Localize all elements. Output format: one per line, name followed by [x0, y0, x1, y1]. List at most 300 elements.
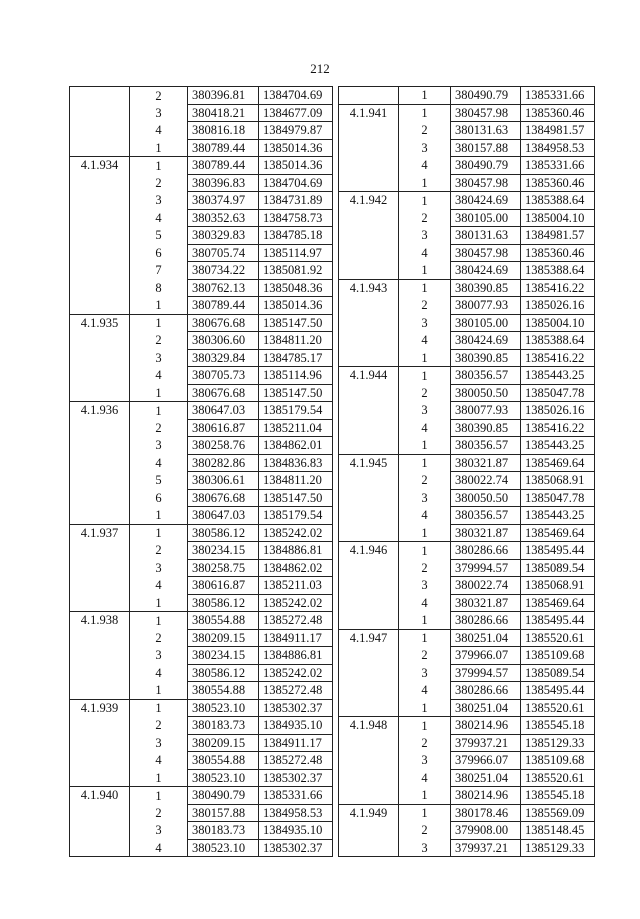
point-number-cell: 2 — [130, 174, 188, 192]
y-coordinate-cell: 1385242.02 — [259, 524, 333, 542]
table-row — [339, 734, 595, 752]
point-number-cell: 4 — [399, 769, 451, 787]
section-number-cell: 4.1.942 — [339, 192, 399, 210]
x-coordinate-cell: 380490.79 — [451, 157, 521, 175]
x-coordinate-cell: 380523.10 — [188, 839, 259, 857]
point-number-cell: 4 — [130, 367, 188, 385]
table-row — [339, 717, 595, 735]
x-coordinate-cell: 380523.10 — [188, 769, 259, 787]
point-number-cell: 4 — [399, 244, 451, 262]
x-coordinate-cell: 380647.03 — [188, 507, 259, 525]
point-number-cell: 1 — [399, 367, 451, 385]
table-row — [70, 752, 333, 770]
section-number-cell — [70, 209, 130, 227]
section-number-cell — [339, 664, 399, 682]
table-row — [70, 734, 333, 752]
section-number-cell: 4.1.948 — [339, 717, 399, 735]
section-number-cell — [339, 297, 399, 315]
table-body-left — [70, 87, 333, 857]
table-row — [339, 384, 595, 402]
point-number-cell: 2 — [399, 734, 451, 752]
point-number-cell: 4 — [130, 664, 188, 682]
point-number-cell: 3 — [130, 734, 188, 752]
section-number-cell: 4.1.938 — [70, 612, 130, 630]
table-row — [70, 577, 333, 595]
page-number: 212 — [310, 61, 330, 76]
section-number-cell — [339, 822, 399, 840]
y-coordinate-cell: 1384981.57 — [521, 227, 595, 245]
point-number-cell: 3 — [399, 402, 451, 420]
y-coordinate-cell: 1384911.17 — [259, 629, 333, 647]
section-number-cell — [70, 489, 130, 507]
y-coordinate-cell: 1385047.78 — [521, 384, 595, 402]
section-number-cell — [339, 839, 399, 857]
point-number-cell: 2 — [399, 384, 451, 402]
table-row — [70, 157, 333, 175]
section-number-cell — [70, 542, 130, 560]
x-coordinate-cell: 380352.63 — [188, 209, 259, 227]
x-coordinate-cell: 380554.88 — [188, 682, 259, 700]
point-number-cell: 1 — [130, 612, 188, 630]
section-number-cell: 4.1.949 — [339, 804, 399, 822]
point-number-cell: 4 — [130, 454, 188, 472]
section-number-cell: 4.1.944 — [339, 367, 399, 385]
y-coordinate-cell: 1385114.97 — [259, 244, 333, 262]
point-number-cell: 3 — [399, 752, 451, 770]
section-number-cell: 4.1.946 — [339, 542, 399, 560]
x-coordinate-cell: 380586.12 — [188, 594, 259, 612]
section-number-cell — [70, 437, 130, 455]
point-number-cell: 3 — [130, 349, 188, 367]
table-row — [339, 524, 595, 542]
y-coordinate-cell: 1385331.66 — [259, 787, 333, 805]
point-number-cell: 2 — [399, 472, 451, 490]
x-coordinate-cell: 380705.73 — [188, 367, 259, 385]
section-number-cell — [70, 384, 130, 402]
table-row — [339, 349, 595, 367]
point-number-cell: 3 — [399, 489, 451, 507]
coordinates-table-left — [69, 86, 333, 857]
x-coordinate-cell: 380157.88 — [188, 804, 259, 822]
x-coordinate-cell: 380676.68 — [188, 314, 259, 332]
section-number-cell — [70, 734, 130, 752]
y-coordinate-cell: 1384886.81 — [259, 647, 333, 665]
y-coordinate-cell: 1384862.02 — [259, 559, 333, 577]
table-row — [70, 209, 333, 227]
section-number-cell — [339, 437, 399, 455]
y-coordinate-cell: 1384862.01 — [259, 437, 333, 455]
point-number-cell: 3 — [130, 104, 188, 122]
point-number-cell: 1 — [399, 192, 451, 210]
section-number-cell — [70, 822, 130, 840]
table-row — [339, 612, 595, 630]
section-number-cell — [70, 174, 130, 192]
x-coordinate-cell: 380286.66 — [451, 542, 521, 560]
table-row — [70, 437, 333, 455]
y-coordinate-cell: 1385081.92 — [259, 262, 333, 280]
table-row — [70, 717, 333, 735]
point-number-cell: 2 — [399, 297, 451, 315]
x-coordinate-cell: 380676.68 — [188, 384, 259, 402]
table-body-right — [339, 87, 595, 857]
x-coordinate-cell: 380586.12 — [188, 664, 259, 682]
point-number-cell: 1 — [399, 174, 451, 192]
point-number-cell: 2 — [130, 542, 188, 560]
x-coordinate-cell: 380131.63 — [451, 227, 521, 245]
point-number-cell: 1 — [130, 297, 188, 315]
point-number-cell: 1 — [399, 104, 451, 122]
section-number-cell — [339, 157, 399, 175]
y-coordinate-cell: 1385129.33 — [521, 734, 595, 752]
table-row — [339, 367, 595, 385]
point-number-cell: 4 — [130, 577, 188, 595]
y-coordinate-cell: 1385569.09 — [521, 804, 595, 822]
coordinates-table-right — [338, 86, 595, 857]
table-row — [339, 664, 595, 682]
section-number-cell: 4.1.941 — [339, 104, 399, 122]
section-number-cell — [70, 244, 130, 262]
x-coordinate-cell: 380424.69 — [451, 332, 521, 350]
point-number-cell: 4 — [399, 594, 451, 612]
table-row — [339, 839, 595, 857]
y-coordinate-cell: 1385272.48 — [259, 682, 333, 700]
point-number-cell: 1 — [130, 524, 188, 542]
table-row — [70, 174, 333, 192]
table-row — [70, 559, 333, 577]
y-coordinate-cell: 1385360.46 — [521, 244, 595, 262]
y-coordinate-cell: 1385388.64 — [521, 192, 595, 210]
table-row — [70, 507, 333, 525]
table-row — [70, 664, 333, 682]
point-number-cell: 1 — [130, 314, 188, 332]
y-coordinate-cell: 1385211.03 — [259, 577, 333, 595]
section-number-cell: 4.1.939 — [70, 699, 130, 717]
table-row — [339, 752, 595, 770]
section-number-cell — [339, 577, 399, 595]
section-number-cell — [70, 629, 130, 647]
y-coordinate-cell: 1384958.53 — [259, 804, 333, 822]
table-row — [70, 839, 333, 857]
point-number-cell: 1 — [130, 402, 188, 420]
x-coordinate-cell: 380022.74 — [451, 577, 521, 595]
section-number-cell — [70, 507, 130, 525]
y-coordinate-cell: 1385014.36 — [259, 157, 333, 175]
x-coordinate-cell: 379994.57 — [451, 559, 521, 577]
y-coordinate-cell: 1385545.18 — [521, 787, 595, 805]
section-number-cell — [339, 682, 399, 700]
point-number-cell: 1 — [399, 349, 451, 367]
table-row — [339, 262, 595, 280]
table-row — [70, 489, 333, 507]
section-number-cell: 4.1.947 — [339, 629, 399, 647]
x-coordinate-cell: 380251.04 — [451, 699, 521, 717]
y-coordinate-cell: 1385004.10 — [521, 314, 595, 332]
point-number-cell: 1 — [399, 612, 451, 630]
point-number-cell: 1 — [130, 384, 188, 402]
point-number-cell: 1 — [130, 699, 188, 717]
x-coordinate-cell: 380251.04 — [451, 629, 521, 647]
y-coordinate-cell: 1385302.37 — [259, 839, 333, 857]
table-row — [70, 104, 333, 122]
y-coordinate-cell: 1385469.64 — [521, 524, 595, 542]
y-coordinate-cell: 1385148.45 — [521, 822, 595, 840]
point-number-cell: 4 — [130, 122, 188, 140]
point-number-cell: 2 — [130, 804, 188, 822]
x-coordinate-cell: 380789.44 — [188, 139, 259, 157]
point-number-cell: 1 — [130, 157, 188, 175]
x-coordinate-cell: 380734.22 — [188, 262, 259, 280]
table-row — [70, 139, 333, 157]
point-number-cell: 3 — [399, 577, 451, 595]
section-number-cell — [339, 174, 399, 192]
table-row — [339, 769, 595, 787]
section-number-cell — [70, 839, 130, 857]
x-coordinate-cell: 379994.57 — [451, 664, 521, 682]
y-coordinate-cell: 1385302.37 — [259, 699, 333, 717]
y-coordinate-cell: 1385109.68 — [521, 647, 595, 665]
section-number-cell — [70, 804, 130, 822]
x-coordinate-cell: 380131.63 — [451, 122, 521, 140]
y-coordinate-cell: 1385388.64 — [521, 332, 595, 350]
y-coordinate-cell: 1384704.69 — [259, 174, 333, 192]
section-number-cell — [70, 297, 130, 315]
section-number-cell — [339, 262, 399, 280]
section-number-cell — [70, 262, 130, 280]
x-coordinate-cell: 380251.04 — [451, 769, 521, 787]
x-coordinate-cell: 380490.79 — [188, 787, 259, 805]
table-row — [339, 682, 595, 700]
point-number-cell: 4 — [130, 839, 188, 857]
point-number-cell: 1 — [399, 717, 451, 735]
y-coordinate-cell: 1385179.54 — [259, 507, 333, 525]
section-number-cell — [70, 122, 130, 140]
point-number-cell: 1 — [130, 787, 188, 805]
table-row — [339, 699, 595, 717]
point-number-cell: 1 — [399, 542, 451, 560]
y-coordinate-cell: 1384731.89 — [259, 192, 333, 210]
point-number-cell: 3 — [399, 314, 451, 332]
section-number-cell — [70, 594, 130, 612]
table-row — [70, 262, 333, 280]
x-coordinate-cell: 380209.15 — [188, 629, 259, 647]
point-number-cell: 2 — [130, 717, 188, 735]
x-coordinate-cell: 380321.87 — [451, 454, 521, 472]
section-number-cell — [339, 647, 399, 665]
x-coordinate-cell: 380258.76 — [188, 437, 259, 455]
table-row — [70, 332, 333, 350]
table-row — [70, 122, 333, 140]
x-coordinate-cell: 380554.88 — [188, 612, 259, 630]
section-number-cell — [70, 682, 130, 700]
y-coordinate-cell: 1385495.44 — [521, 682, 595, 700]
y-coordinate-cell: 1385129.33 — [521, 839, 595, 857]
x-coordinate-cell: 380178.46 — [451, 804, 521, 822]
y-coordinate-cell: 1385089.54 — [521, 664, 595, 682]
x-coordinate-cell: 380762.13 — [188, 279, 259, 297]
y-coordinate-cell: 1385443.25 — [521, 437, 595, 455]
point-number-cell: 6 — [130, 244, 188, 262]
x-coordinate-cell: 380424.69 — [451, 262, 521, 280]
x-coordinate-cell: 380457.98 — [451, 174, 521, 192]
section-number-cell — [70, 419, 130, 437]
point-number-cell: 3 — [130, 559, 188, 577]
table-row — [70, 367, 333, 385]
table-row — [339, 472, 595, 490]
section-number-cell — [339, 244, 399, 262]
x-coordinate-cell: 379908.00 — [451, 822, 521, 840]
section-number-cell — [339, 139, 399, 157]
point-number-cell: 1 — [399, 699, 451, 717]
section-number-cell — [339, 559, 399, 577]
x-coordinate-cell: 380321.87 — [451, 524, 521, 542]
point-number-cell: 1 — [130, 594, 188, 612]
section-number-cell — [339, 489, 399, 507]
point-number-cell: 1 — [399, 804, 451, 822]
table-row — [339, 454, 595, 472]
table-row — [339, 174, 595, 192]
point-number-cell: 1 — [399, 787, 451, 805]
y-coordinate-cell: 1384785.17 — [259, 349, 333, 367]
table-row — [70, 612, 333, 630]
x-coordinate-cell: 380105.00 — [451, 209, 521, 227]
y-coordinate-cell: 1384981.57 — [521, 122, 595, 140]
table-row — [70, 524, 333, 542]
x-coordinate-cell: 380157.88 — [451, 139, 521, 157]
point-number-cell: 3 — [399, 139, 451, 157]
y-coordinate-cell: 1385068.91 — [521, 577, 595, 595]
section-number-cell — [339, 402, 399, 420]
table-row — [339, 419, 595, 437]
y-coordinate-cell: 1385360.46 — [521, 174, 595, 192]
y-coordinate-cell: 1385520.61 — [521, 699, 595, 717]
section-number-cell — [70, 349, 130, 367]
point-number-cell: 1 — [130, 507, 188, 525]
x-coordinate-cell: 380214.96 — [451, 717, 521, 735]
y-coordinate-cell: 1384958.53 — [521, 139, 595, 157]
table-row — [70, 384, 333, 402]
section-number-cell — [339, 122, 399, 140]
point-number-cell: 1 — [399, 87, 451, 105]
x-coordinate-cell: 380374.97 — [188, 192, 259, 210]
section-number-cell — [339, 209, 399, 227]
table-row — [339, 629, 595, 647]
point-number-cell: 2 — [399, 122, 451, 140]
y-coordinate-cell: 1385272.48 — [259, 612, 333, 630]
table-row — [339, 297, 595, 315]
x-coordinate-cell: 380258.75 — [188, 559, 259, 577]
y-coordinate-cell: 1385048.36 — [259, 279, 333, 297]
table-row — [339, 577, 595, 595]
table-row — [70, 227, 333, 245]
section-number-cell — [339, 332, 399, 350]
y-coordinate-cell: 1385495.44 — [521, 542, 595, 560]
y-coordinate-cell: 1385443.25 — [521, 507, 595, 525]
point-number-cell: 3 — [130, 192, 188, 210]
table-row — [339, 437, 595, 455]
point-number-cell: 4 — [399, 682, 451, 700]
section-number-cell — [70, 104, 130, 122]
y-coordinate-cell: 1385545.18 — [521, 717, 595, 735]
section-number-cell — [339, 699, 399, 717]
y-coordinate-cell: 1385147.50 — [259, 384, 333, 402]
y-coordinate-cell: 1385360.46 — [521, 104, 595, 122]
section-number-cell — [339, 419, 399, 437]
point-number-cell: 1 — [399, 262, 451, 280]
table-row — [70, 279, 333, 297]
section-number-cell — [339, 384, 399, 402]
section-number-cell — [70, 559, 130, 577]
point-number-cell: 1 — [399, 279, 451, 297]
section-number-cell — [70, 752, 130, 770]
section-number-cell — [70, 577, 130, 595]
y-coordinate-cell: 1385242.02 — [259, 664, 333, 682]
point-number-cell: 1 — [399, 437, 451, 455]
y-coordinate-cell: 1385109.68 — [521, 752, 595, 770]
table-row — [70, 419, 333, 437]
x-coordinate-cell: 380586.12 — [188, 524, 259, 542]
y-coordinate-cell: 1385331.66 — [521, 87, 595, 105]
y-coordinate-cell: 1385302.37 — [259, 769, 333, 787]
point-number-cell: 1 — [130, 682, 188, 700]
x-coordinate-cell: 380282.86 — [188, 454, 259, 472]
y-coordinate-cell: 1385014.36 — [259, 297, 333, 315]
x-coordinate-cell: 380396.83 — [188, 174, 259, 192]
point-number-cell: 2 — [130, 87, 188, 105]
y-coordinate-cell: 1384935.10 — [259, 717, 333, 735]
section-number-cell: 4.1.937 — [70, 524, 130, 542]
section-number-cell: 4.1.936 — [70, 402, 130, 420]
y-coordinate-cell: 1384704.69 — [259, 87, 333, 105]
y-coordinate-cell: 1384758.73 — [259, 209, 333, 227]
y-coordinate-cell: 1385026.16 — [521, 402, 595, 420]
y-coordinate-cell: 1384811.20 — [259, 472, 333, 490]
x-coordinate-cell: 380306.60 — [188, 332, 259, 350]
y-coordinate-cell: 1385211.04 — [259, 419, 333, 437]
x-coordinate-cell: 379937.21 — [451, 734, 521, 752]
table-row — [339, 332, 595, 350]
point-number-cell: 3 — [399, 664, 451, 682]
table-row — [339, 279, 595, 297]
point-number-cell: 3 — [130, 437, 188, 455]
y-coordinate-cell: 1385179.54 — [259, 402, 333, 420]
table-row — [339, 822, 595, 840]
table-row — [339, 787, 595, 805]
y-coordinate-cell: 1385089.54 — [521, 559, 595, 577]
x-coordinate-cell: 380105.00 — [451, 314, 521, 332]
section-number-cell — [70, 647, 130, 665]
y-coordinate-cell: 1385026.16 — [521, 297, 595, 315]
table-row — [70, 472, 333, 490]
table-row — [70, 769, 333, 787]
y-coordinate-cell: 1385331.66 — [521, 157, 595, 175]
y-coordinate-cell: 1385114.96 — [259, 367, 333, 385]
x-coordinate-cell: 380321.87 — [451, 594, 521, 612]
section-number-cell — [339, 769, 399, 787]
section-number-cell — [70, 367, 130, 385]
table-row — [70, 454, 333, 472]
x-coordinate-cell: 380705.74 — [188, 244, 259, 262]
x-coordinate-cell: 380396.81 — [188, 87, 259, 105]
y-coordinate-cell: 1385147.50 — [259, 314, 333, 332]
point-number-cell: 1 — [130, 769, 188, 787]
point-number-cell: 2 — [130, 419, 188, 437]
y-coordinate-cell: 1384886.81 — [259, 542, 333, 560]
x-coordinate-cell: 380816.18 — [188, 122, 259, 140]
point-number-cell: 1 — [399, 629, 451, 647]
x-coordinate-cell: 380286.66 — [451, 612, 521, 630]
x-coordinate-cell: 380077.93 — [451, 402, 521, 420]
x-coordinate-cell: 380183.73 — [188, 717, 259, 735]
